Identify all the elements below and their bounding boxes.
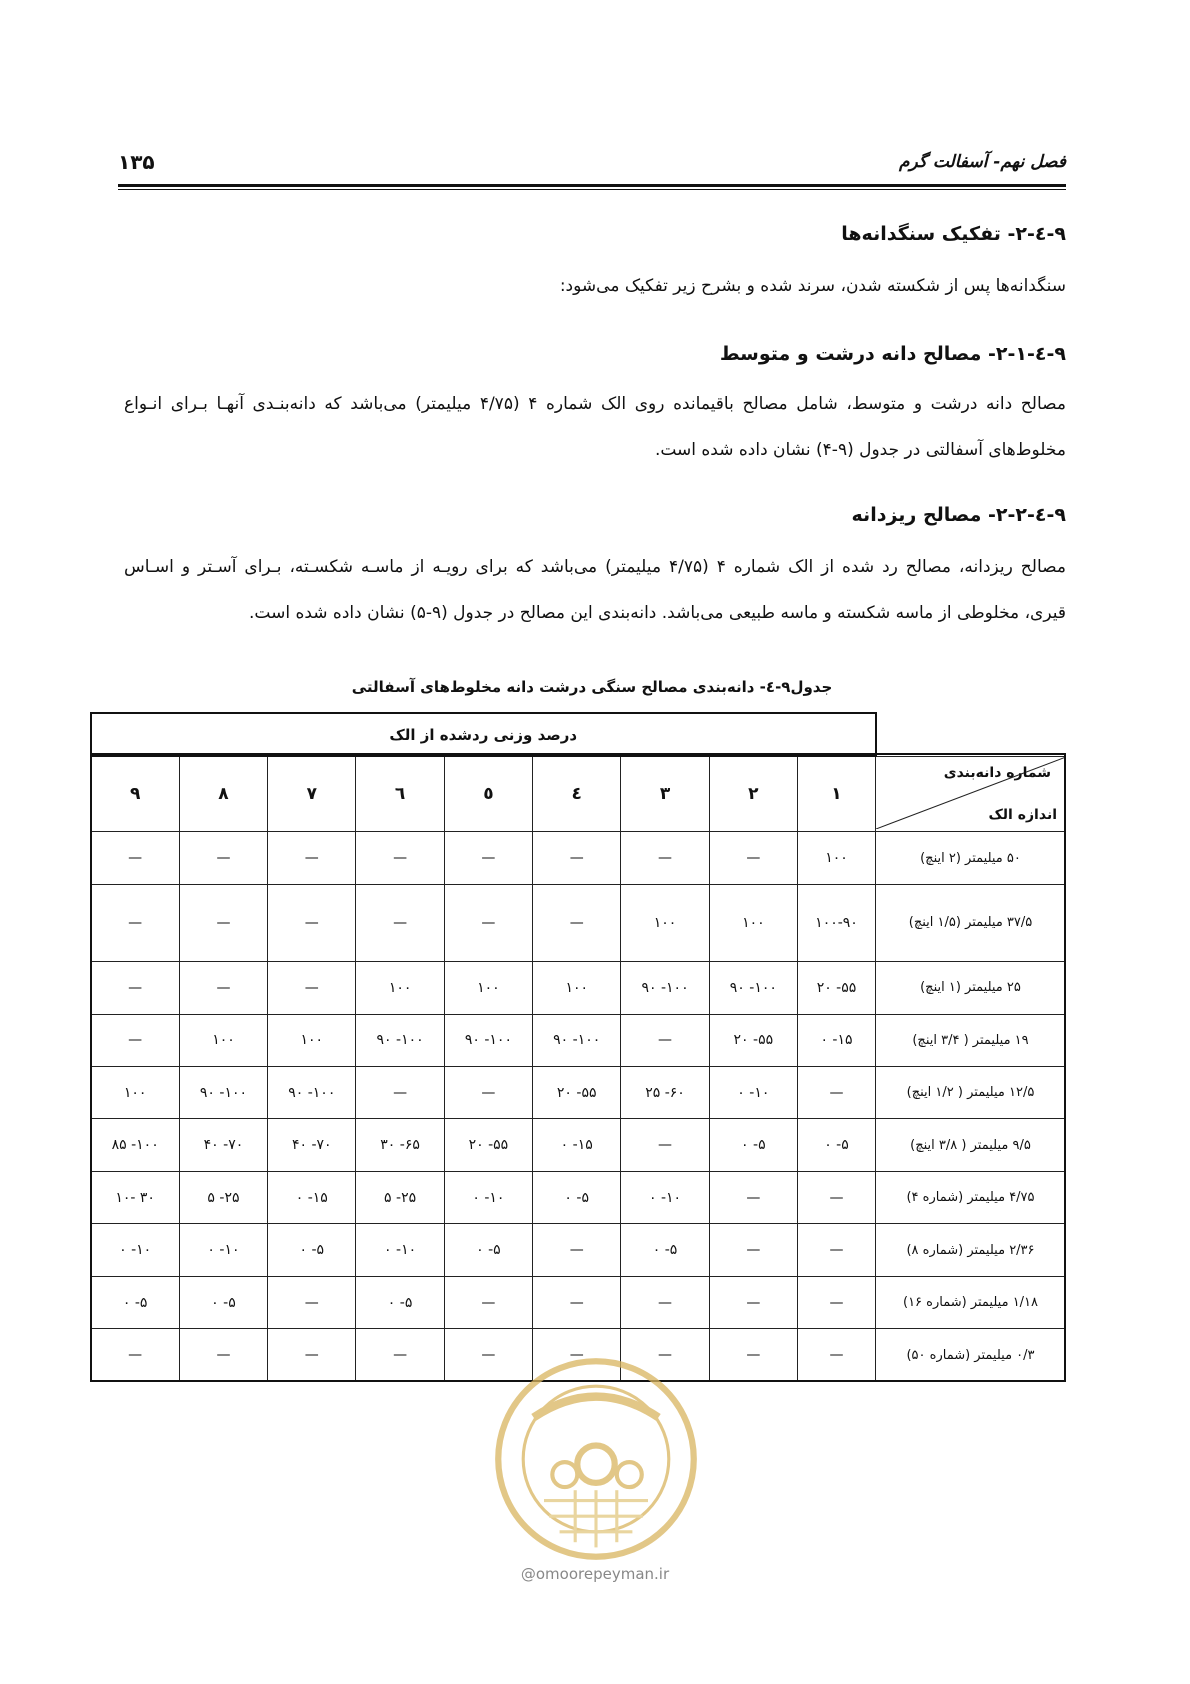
- section-heading-aggregate-separation: ۹-٤-۲- تفکیک سنگدانه‌ها: [841, 223, 1066, 245]
- passing-percent-cell: —: [179, 962, 267, 1014]
- passing-percent-cell: —: [621, 1014, 709, 1066]
- passing-percent-cell: —: [91, 962, 179, 1014]
- column-header-8: ۸: [179, 756, 267, 832]
- passing-percent-cell: ۱۰۰- ۸۵: [91, 1119, 179, 1171]
- passing-percent-cell: —: [179, 884, 267, 961]
- column-header-3: ۳: [621, 756, 709, 832]
- sieve-size-cell: ۱۲/۵ میلیمتر ( ۱/۲ اینچ): [876, 1067, 1066, 1119]
- passing-percent-cell: —: [444, 1276, 532, 1328]
- passing-percent-cell: ۵- ۰: [444, 1224, 532, 1276]
- sieve-size-cell: ۳۷/۵ میلیمتر (۱/۵ اینچ): [876, 884, 1066, 961]
- passing-percent-cell: ۱۰۰: [268, 1014, 356, 1066]
- passing-percent-cell: ۱۰۰: [533, 962, 621, 1014]
- passing-percent-cell: —: [709, 1171, 797, 1223]
- table-row: [91, 962, 1066, 1014]
- section-body-fine-line2: قیری، مخلوطی از ماسه شکسته و ماسه طبیعی می‌باشد. دانه‌بندی این مصالح در جدول (۹-۵) نشان داده شده است.: [248, 603, 1066, 623]
- passing-percent-cell: ۵- ۰: [268, 1224, 356, 1276]
- passing-percent-cell: —: [91, 1329, 179, 1382]
- table-row: [91, 1224, 1066, 1276]
- passing-percent-cell: ۱۰۰- ۹۰: [268, 1067, 356, 1119]
- passing-percent-cell: —: [356, 1329, 444, 1382]
- passing-percent-cell: ۱۰۰: [356, 962, 444, 1014]
- passing-percent-cell: ۲۵- ۵: [179, 1171, 267, 1223]
- passing-percent-cell: —: [268, 1329, 356, 1382]
- passing-percent-cell: —: [621, 1119, 709, 1171]
- header-rule-thin: [118, 189, 1066, 190]
- passing-percent-cell: ۱۰- ۰: [356, 1224, 444, 1276]
- passing-percent-cell: ۱۵- ۰: [268, 1171, 356, 1223]
- column-header-7: ۷: [268, 756, 356, 832]
- passing-percent-cell: —: [444, 1329, 532, 1382]
- passing-percent-cell: ۵- ۰: [356, 1276, 444, 1328]
- sieve-size-cell: ۱۹ میلیمتر ( ۳/۴ اینچ): [876, 1014, 1066, 1066]
- passing-percent-cell: ۶۵- ۳۰: [356, 1119, 444, 1171]
- table-corner-blank: [876, 713, 1066, 756]
- passing-percent-cell: —: [268, 1276, 356, 1328]
- passing-percent-cell: —: [621, 1329, 709, 1382]
- corner-label-sieve-size: اندازه الک: [988, 807, 1057, 824]
- passing-percent-cell: ۵۵- ۲۰: [798, 962, 876, 1014]
- table-caption: جدول۹-٤- دانه‌بندی مصالح سنگی درشت دانه مخلوط‌های آسفالتی: [351, 678, 833, 696]
- passing-percent-cell: —: [268, 832, 356, 884]
- passing-percent-cell: —: [533, 1329, 621, 1382]
- table-row: [91, 1067, 1066, 1119]
- section-heading-fine-aggregate: ۹-٤-۲-۲- مصالح ریزدانه: [851, 504, 1066, 526]
- column-header-5: ٥: [444, 756, 532, 832]
- passing-percent-cell: ۱۰۰-۹۰: [798, 884, 876, 961]
- passing-percent-cell: ۱۰۰- ۹۰: [444, 1014, 532, 1066]
- passing-percent-cell: —: [444, 1067, 532, 1119]
- passing-percent-cell: ۲۵- ۵: [356, 1171, 444, 1223]
- table-corner-header: [876, 756, 1066, 832]
- passing-percent-cell: ۱۰۰- ۹۰: [709, 962, 797, 1014]
- watermark-logo-icon: [492, 1355, 700, 1563]
- passing-percent-cell: ۱۰- ۰: [621, 1171, 709, 1223]
- passing-percent-cell: —: [533, 1224, 621, 1276]
- passing-percent-cell: —: [798, 1067, 876, 1119]
- passing-percent-cell: ۷۰- ۴۰: [179, 1119, 267, 1171]
- watermark-text: @omoorepeyman.ir: [520, 1565, 670, 1583]
- passing-percent-cell: ۱۰۰: [709, 884, 797, 961]
- header-rule-thick: [118, 184, 1066, 187]
- passing-percent-cell: ۵- ۰: [91, 1276, 179, 1328]
- passing-percent-cell: —: [91, 884, 179, 961]
- passing-percent-cell: —: [356, 884, 444, 961]
- passing-percent-cell: —: [798, 1171, 876, 1223]
- column-header-4: ٤: [533, 756, 621, 832]
- passing-percent-cell: —: [621, 832, 709, 884]
- passing-percent-cell: —: [444, 832, 532, 884]
- corner-label-gradation-number: شماره دانه‌بندی: [943, 764, 1051, 781]
- column-header-1: ۱: [798, 756, 876, 832]
- passing-percent-cell: —: [179, 832, 267, 884]
- table-group-header: درصد وزنی ردشده از الک: [91, 713, 876, 756]
- passing-percent-cell: —: [533, 884, 621, 961]
- table-row: [91, 1276, 1066, 1328]
- passing-percent-cell: —: [798, 1224, 876, 1276]
- passing-percent-cell: —: [356, 1067, 444, 1119]
- passing-percent-cell: ۱۵- ۰: [533, 1119, 621, 1171]
- column-header-2: ۲: [709, 756, 797, 832]
- sieve-size-cell: ۰/۳ میلیمتر (شماره ۵۰): [876, 1329, 1066, 1382]
- page-number: ۱۳۵: [118, 150, 155, 174]
- passing-percent-cell: —: [709, 1329, 797, 1382]
- table-row: [91, 1014, 1066, 1066]
- passing-percent-cell: —: [268, 962, 356, 1014]
- passing-percent-cell: ۱۰۰- ۹۰: [356, 1014, 444, 1066]
- passing-percent-cell: —: [709, 1224, 797, 1276]
- passing-percent-cell: ۱۰- ۰: [709, 1067, 797, 1119]
- gradation-table: [90, 712, 1066, 1382]
- passing-percent-cell: ۵- ۰: [533, 1171, 621, 1223]
- passing-percent-cell: ۱۰۰: [798, 832, 876, 884]
- section-body-coarse-line2: مخلوط‌های آسفالتی در جدول (۹-۴) نشان داده شده است.: [654, 440, 1066, 460]
- sieve-size-cell: ۹/۵ میلیمتر ( ۳/۸ اینچ): [876, 1119, 1066, 1171]
- passing-percent-cell: ۵۵- ۲۰: [444, 1119, 532, 1171]
- section-body-fine-line1: مصالح ریزدانه، مصالح رد شده از الک شماره ۴ (۴/۷۵ میلیمتر) می‌باشد که برای رویـه از ماسـه شکسـته، بـرای آسـتر و اسـاس: [124, 557, 1066, 577]
- passing-percent-cell: —: [709, 1276, 797, 1328]
- passing-percent-cell: ۱۰۰: [621, 884, 709, 961]
- passing-percent-cell: —: [179, 1329, 267, 1382]
- passing-percent-cell: —: [533, 832, 621, 884]
- passing-percent-cell: ۱۰۰- ۹۰: [533, 1014, 621, 1066]
- passing-percent-cell: ۱۰۰: [91, 1067, 179, 1119]
- table-row: [91, 1171, 1066, 1223]
- table-row: [91, 1119, 1066, 1171]
- sieve-size-cell: ۲۵ میلیمتر (۱ اینچ): [876, 962, 1066, 1014]
- passing-percent-cell: —: [533, 1276, 621, 1328]
- passing-percent-cell: ۵۵- ۲۰: [533, 1067, 621, 1119]
- page-header: [118, 150, 1066, 184]
- passing-percent-cell: ۱۰۰: [444, 962, 532, 1014]
- passing-percent-cell: —: [444, 884, 532, 961]
- column-header-9: ۹: [91, 756, 179, 832]
- sieve-size-cell: ۱/۱۸ میلیمتر (شماره ۱۶): [876, 1276, 1066, 1328]
- passing-percent-cell: —: [798, 1276, 876, 1328]
- table-row: [91, 884, 1066, 961]
- section-heading-coarse-aggregate: ۹-٤-۲-۱- مصالح دانه درشت و متوسط: [719, 343, 1066, 365]
- passing-percent-cell: ۵- ۰: [709, 1119, 797, 1171]
- passing-percent-cell: ۱۵- ۰: [798, 1014, 876, 1066]
- passing-percent-cell: ۵۵- ۲۰: [709, 1014, 797, 1066]
- sieve-size-cell: ۲/۳۶ میلیمتر (شماره ۸): [876, 1224, 1066, 1276]
- passing-percent-cell: ۱۰۰- ۹۰: [179, 1067, 267, 1119]
- sieve-size-cell: ۴/۷۵ میلیمتر (شماره ۴): [876, 1171, 1066, 1223]
- passing-percent-cell: ۱۰- ۰: [444, 1171, 532, 1223]
- passing-percent-cell: ۵- ۰: [798, 1119, 876, 1171]
- section-body-coarse-line1: مصالح دانه درشت و متوسط، شامل مصالح باقیمانده روی الک شماره ۴ (۴/۷۵ میلیمتر) می‌باشد که دانه‌بنـدی آنهـا بـرای انـواع: [124, 394, 1066, 414]
- passing-percent-cell: ۵- ۰: [179, 1276, 267, 1328]
- passing-percent-cell: —: [709, 832, 797, 884]
- passing-percent-cell: ۱۰۰: [179, 1014, 267, 1066]
- passing-percent-cell: ۱۰- ۰: [91, 1224, 179, 1276]
- chapter-title: فصل نهم- آسفالت گرم: [898, 152, 1066, 172]
- passing-percent-cell: ۱۰- ۰: [179, 1224, 267, 1276]
- passing-percent-cell: —: [268, 884, 356, 961]
- passing-percent-cell: —: [621, 1276, 709, 1328]
- column-header-6: ٦: [356, 756, 444, 832]
- passing-percent-cell: ۱۰۰- ۹۰: [621, 962, 709, 1014]
- passing-percent-cell: ۶۰- ۲۵: [621, 1067, 709, 1119]
- passing-percent-cell: —: [91, 832, 179, 884]
- passing-percent-cell: ۳۰ -۱۰: [91, 1171, 179, 1223]
- sieve-size-cell: ۵۰ میلیمتر (۲ اینچ): [876, 832, 1066, 884]
- table-row: [91, 832, 1066, 884]
- passing-percent-cell: —: [91, 1014, 179, 1066]
- passing-percent-cell: ۵- ۰: [621, 1224, 709, 1276]
- passing-percent-cell: —: [798, 1329, 876, 1382]
- passing-percent-cell: —: [356, 832, 444, 884]
- section-body-aggregate-separation: سنگدانه‌ها پس از شکسته شدن، سرند شده و بشرح زیر تفکیک می‌شود:: [559, 276, 1066, 296]
- passing-percent-cell: ۷۰- ۴۰: [268, 1119, 356, 1171]
